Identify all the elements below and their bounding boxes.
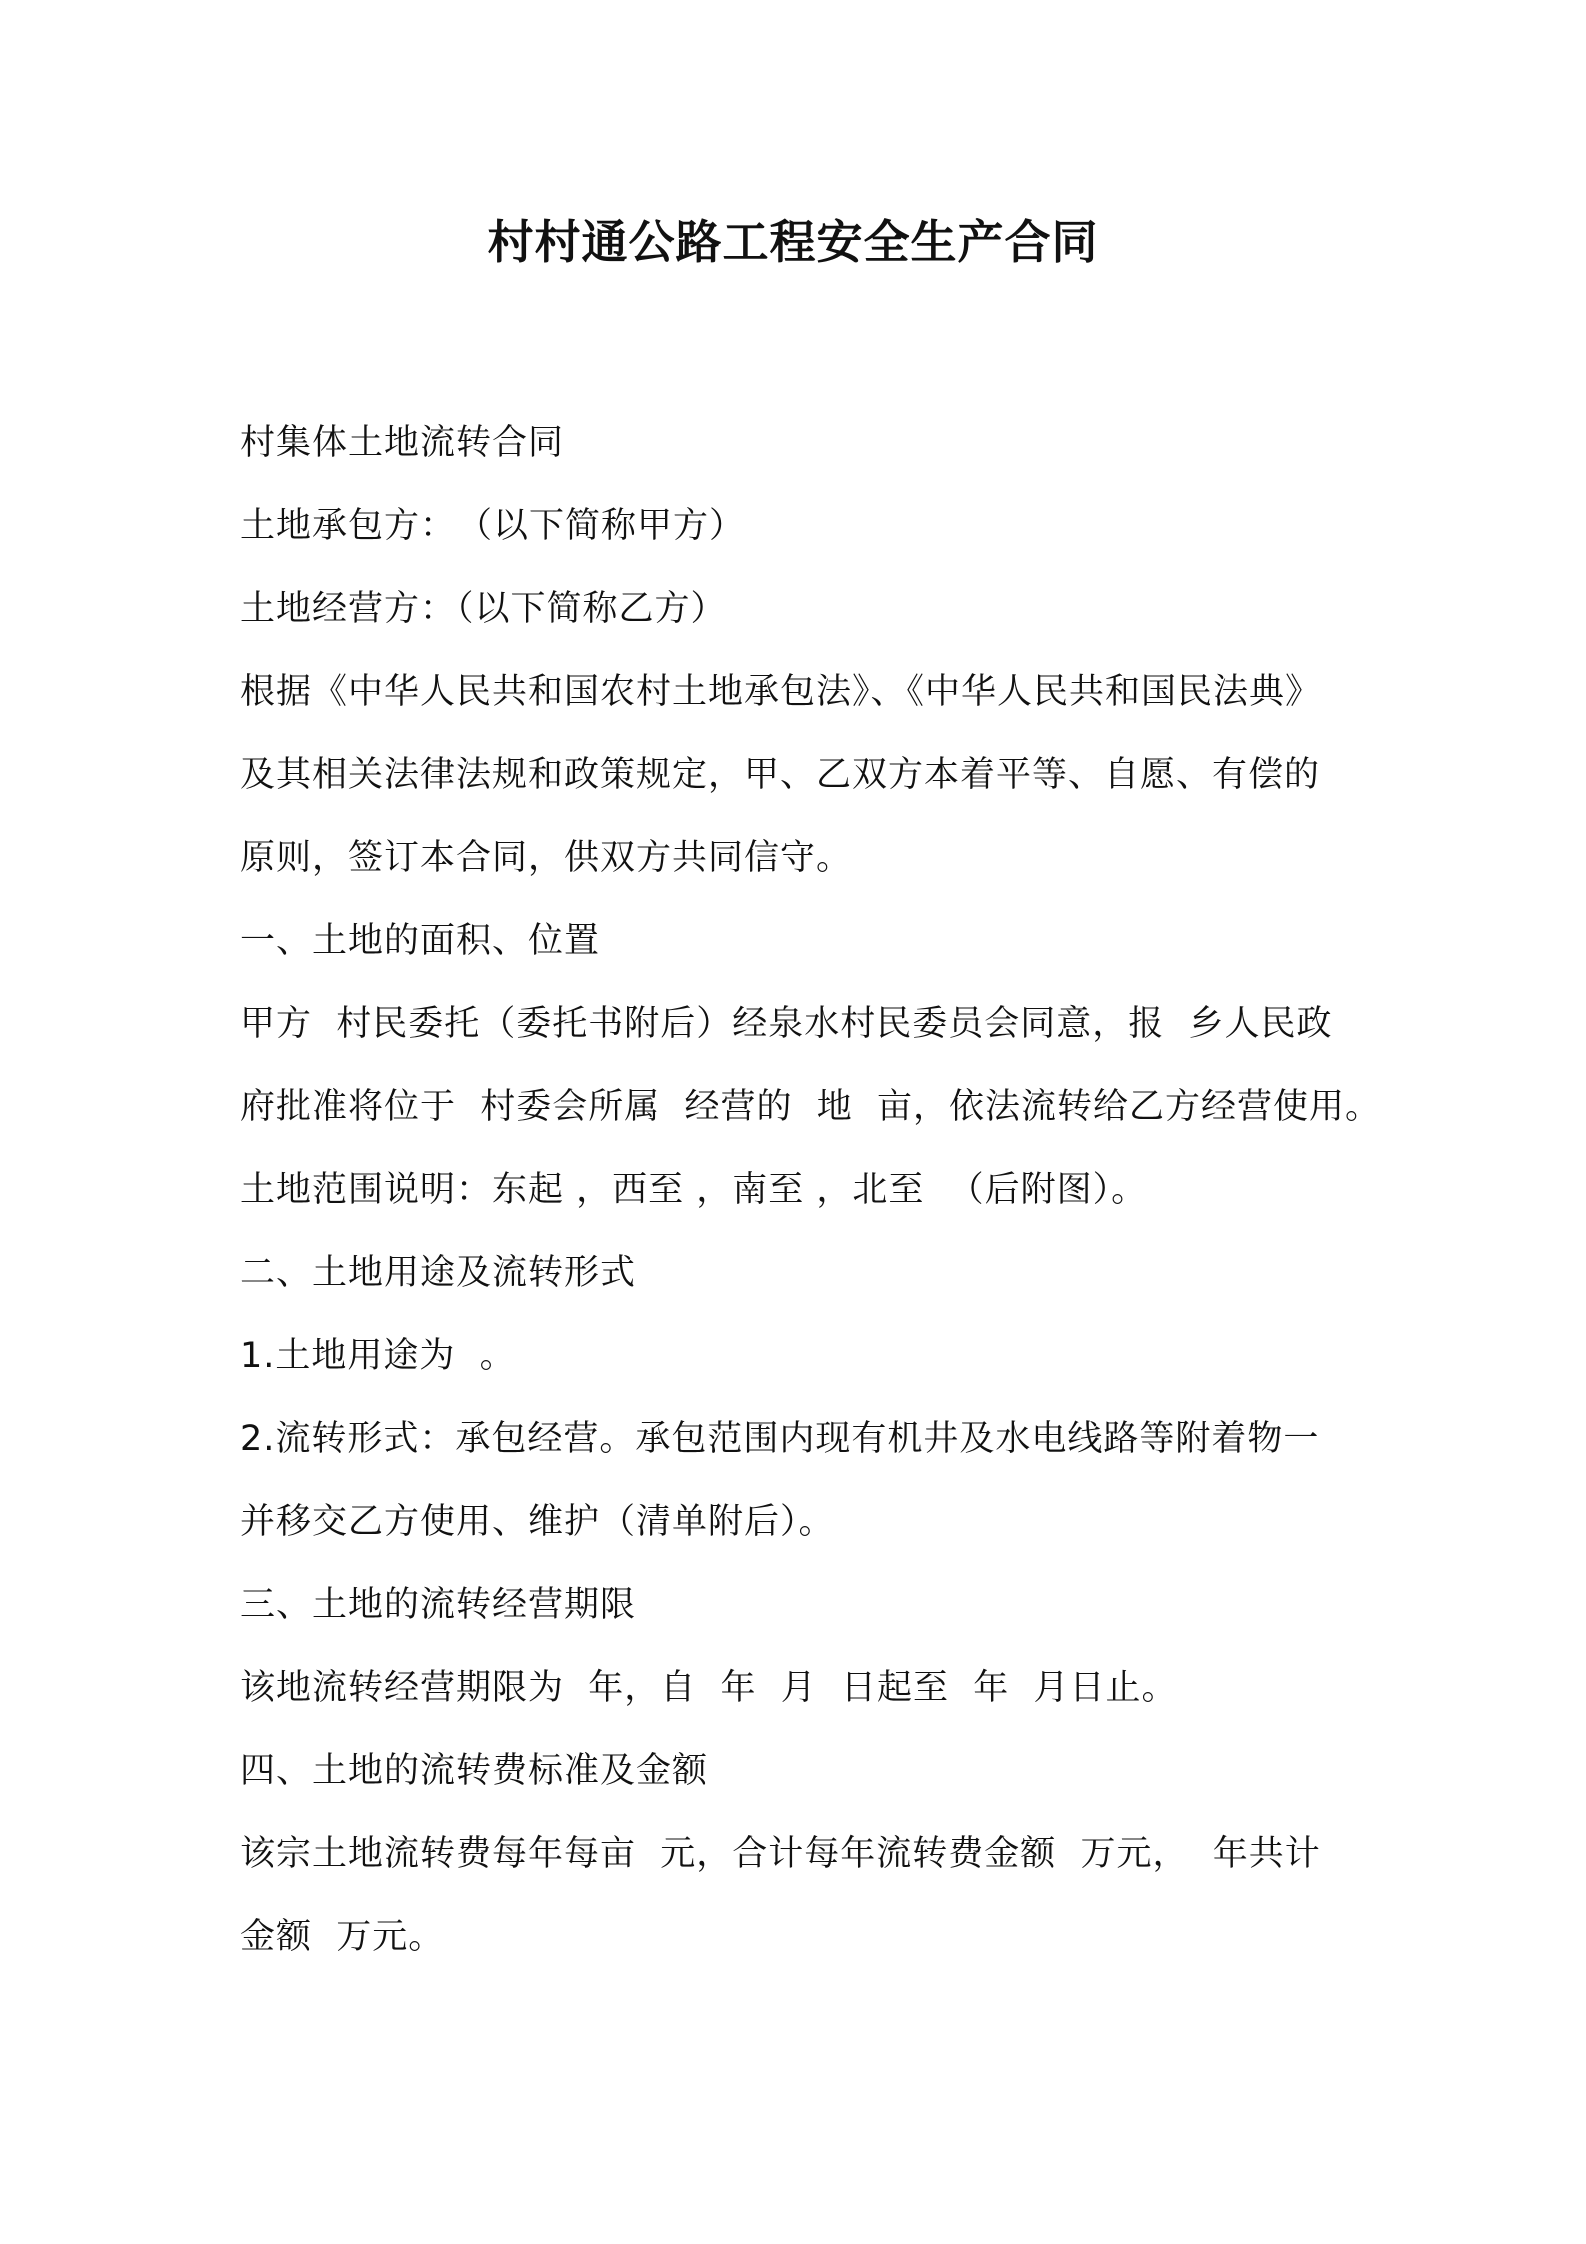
section-3-heading: 三、土地的流转经营期限 xyxy=(240,1585,637,1625)
section-2-item-2-line-1: 2.流转形式：承包经营。承包范围内现有机井及水电线路等附着物一 xyxy=(240,1419,1320,1459)
section-1-heading: 一、土地的面积、位置 xyxy=(240,921,601,961)
section-2-heading: 二、土地用途及流转形式 xyxy=(240,1253,637,1293)
section-1-line-2: 府批准将位于 村委会所属 经营的 地 亩，依法流转给乙方经营使用。 xyxy=(240,1087,1382,1127)
section-4-heading: 四、土地的流转费标准及金额 xyxy=(240,1751,709,1791)
party-a-line: 土地承包方： （以下简称甲方） xyxy=(240,506,746,546)
section-1-line-1: 甲方 村民委托（委托书附后）经泉水村民委员会同意，报 乡人民政 xyxy=(240,1004,1333,1044)
section-2-item-2-line-2: 并移交乙方使用、维护（清单附后）。 xyxy=(240,1502,835,1542)
section-1-line-3: 土地范围说明：东起 ，西至 ，南至 ，北至 （后附图）。 xyxy=(240,1170,1148,1210)
preamble-line-2: 及其相关法律法规和政策规定，甲、乙双方本着平等、自愿、有偿的 xyxy=(240,755,1321,795)
document-title: 村村通公路工程安全生产合同 xyxy=(487,215,1099,269)
section-3-line-1: 该地流转经营期限为 年，自 年 月 日起至 年 月日止。 xyxy=(240,1668,1178,1708)
party-b-line: 土地经营方：（以下简称乙方） xyxy=(240,589,727,629)
document-body xyxy=(240,402,1382,1979)
section-2-item-1: 1.土地用途为 。 xyxy=(240,1336,516,1376)
section-4-line-2: 金额 万元。 xyxy=(240,1917,445,1957)
preamble-line-3: 原则，签订本合同，供双方共同信守。 xyxy=(240,838,853,878)
preamble-line-1: 根据《中华人民共和国农村土地承包法》、《中华人民共和国民法典》 xyxy=(240,672,1322,712)
contract-subtitle: 村集体土地流转合同 xyxy=(240,423,565,463)
section-4-line-1: 该宗土地流转费每年每亩 元，合计每年流转费金额 万元， 年共计 xyxy=(240,1834,1321,1874)
